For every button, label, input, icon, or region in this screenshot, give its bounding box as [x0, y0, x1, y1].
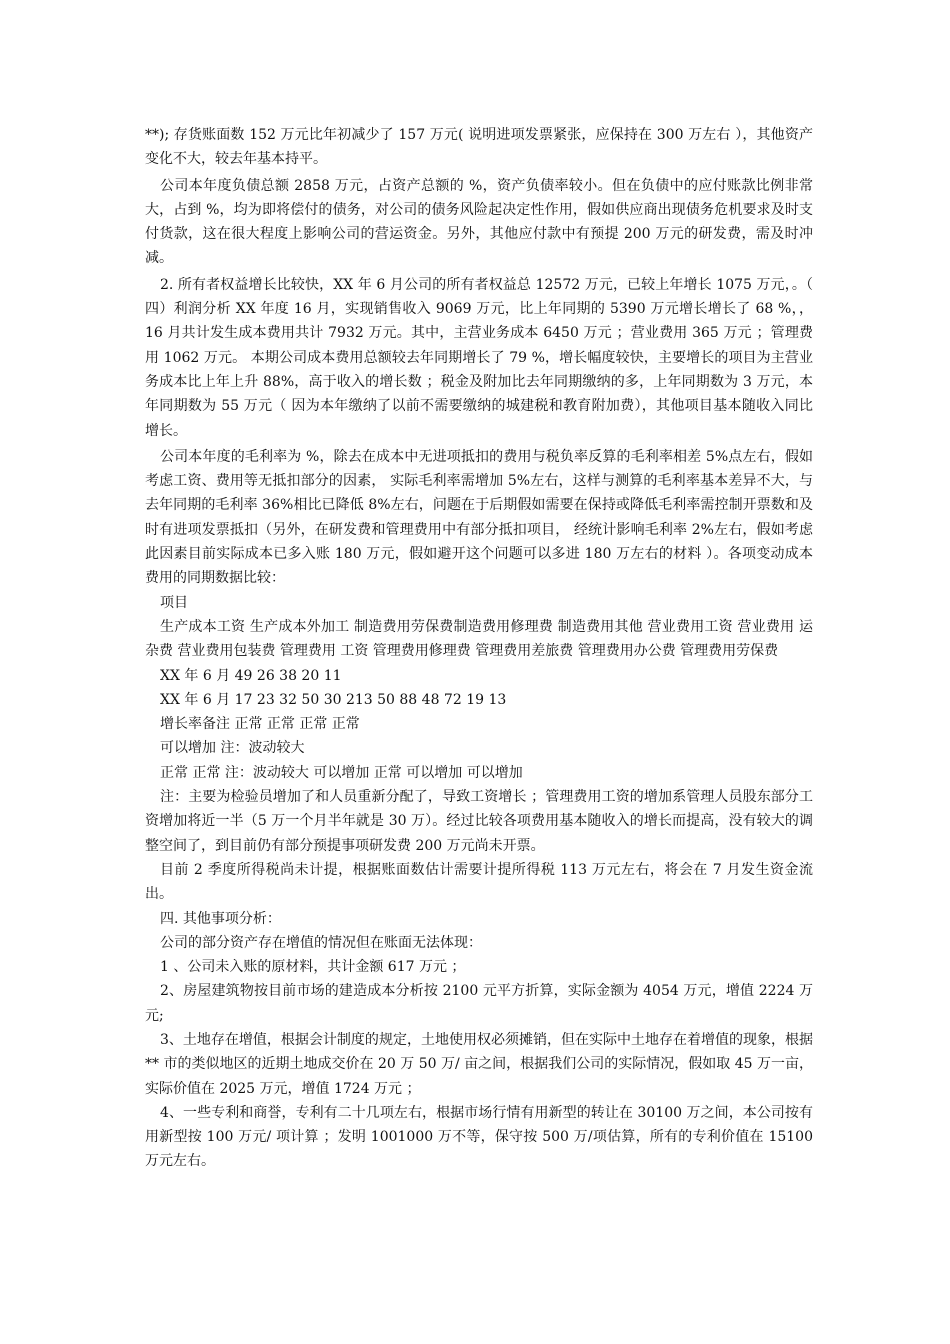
table-row-current-year: XX 年 6 月 17 23 32 50 30 213 50 88 48 72 19 13: [160, 691, 507, 708]
paragraph-income-tax: 目前 2 季度所得税尚未计提，根据账面数估计需要计提所得税 113 万元左右，将会在 7 月发生资金流出。: [145, 861, 813, 903]
list-item-raw-materials: 1 、公司未入账的原材料，共计金额 617 万元 ；: [160, 959, 466, 976]
list-item-buildings: 2、房屋建筑物按目前市场的建造成本分析按 2100 元平方折算，实际金额为 4054 万元，增值 2224 万元;: [145, 983, 813, 1024]
paragraph-asset-appreciation: 公司的部分资产存在增值的情况但在账面无法体现：: [160, 934, 482, 951]
list-item-land: 3、土地存在增值，根据会计制度的规定，土地使用权必须摊销，但在实际中土地存在着增值的现象，根据 ** 市的类似地区的近期土地成交价在 20 万 50 万/ 亩之间，根据我们公司的实际情况，假如取 45 万一亩，实际价值在 2025 万元，增值 1724 万元 ；: [145, 1031, 813, 1097]
paragraph-note-wages: 注：主要为检验员增加了和人员重新分配了，导致工资增长 ；管理费用工资的增加系管理人员股东部分工资增加将近一半（5 万一个月半年就是 30 万）。经过比较各项费用基本随收入的增长而提高，没有较大的调整空间了，到目前仍有部分预提事项研发费 200 万元尚未开票。: [145, 789, 813, 854]
list-item-patents: 4、一些专利和商誉，专利有二十几项左右，根据市场行情有用新型的转让在 30100 万之间，本公司按有用新型按 100 万元/ 项计算 ；发明 1001000 万不等，保守按 500 万/项估算，所有的专利价值在 15100 万元左右。: [145, 1104, 813, 1170]
table-row-growth-notes: 增长率备注 正常 正常 正常 正常: [160, 716, 360, 733]
table-row-notes-3: 正常 正常 注：波动较大 可以增加 正常 可以增加 可以增加: [160, 764, 523, 781]
paragraph-gross-margin: 公司本年度的毛利率为 %，除去在成本中无进项抵扣的费用与税负率反算的毛利率相差 5%点左右，假如考虑工资、费用等无抵扣部分的因素， 实际毛利率需增加 5%左右，这样与测算的毛利率基本差异不大，与去年同期的毛利率 36%相比已降低 8%左右，问题在于后期假如需要在保持或降低毛利率需控制开票数和及时有进项发票抵扣（另外，在研发费和管理费用中有部分抵扣项目， 经统计影响毛利率 2%左右，假如考虑此因素目前实际成本已多入账 180 万元，假如避开这个问题可以多进 180 万左右的材料 ）。各项变动成本费用的同期数据比较：: [145, 448, 813, 587]
table-row-notes-2: 可以增加 注：波动较大: [160, 740, 305, 757]
paragraph-liabilities: 公司本年度负债总额 2858 万元，占资产总额的 %，资产负债率较小。但在负债中的应付账款比例非常大，占到 %，均为即将偿付的债务，对公司的债务风险起决定性作用，假如供应商出现债务危机要求及时支付货款，这在很大程度上影响公司的营运资金。另外，其他应付款中有预提 200 万元的研发费，需及时冲减。: [145, 177, 813, 267]
section-heading-other: 四. 其他事项分析：: [160, 910, 281, 927]
document-page: [145, 123, 813, 1174]
paragraph-equity-profit: 2. 所有者权益增长比较快，XX 年 6 月公司的所有者权益总 12572 万元，已较上年增长 1075 万元，。（ 四）利润分析 XX 年度 16 月，实现销售收入 9069 万元，比上年同期的 5390 万元增长增长了 68 %，，16 月共计发生成本费用共计 7932 万元。其中，主营业务成本 6450 万元 ；营业费用 365 万元 ；管理费用 1062 万元。 本期公司成本费用总额较去年同期增长了 79 %，增长幅度较快，主要增长的项目为主营业务成本比上年上升 88%，高于收入的增长数 ；税金及附加比去年同期缴纳的多，上年同期数为 3 万元，本年同期数为 55 万元（ 因为本年缴纳了以前不需要缴纳的城建税和教育附加费），其他项目基本随收入同比增长。: [145, 276, 813, 439]
table-header-label: 项目: [160, 594, 188, 611]
table-row-prior-year: XX 年 6 月 49 26 38 20 11: [160, 667, 342, 684]
table-item-names: 生产成本工资 生产成本外加工 制造费用劳保费制造费用修理费 制造费用其他 营业费用工资 营业费用 运杂费 营业费用包装费 管理费用 工资 管理费用修理费 管理费用差旅费 管理费用办公费 管理费用劳保费: [145, 618, 813, 660]
paragraph-assets: **); 存货账面数 152 万元比年初减少了 157 万元( 说明进项发票紧张，应保持在 300 万左右 ），其他资产变化不大，较去年基本持平。: [145, 127, 813, 168]
